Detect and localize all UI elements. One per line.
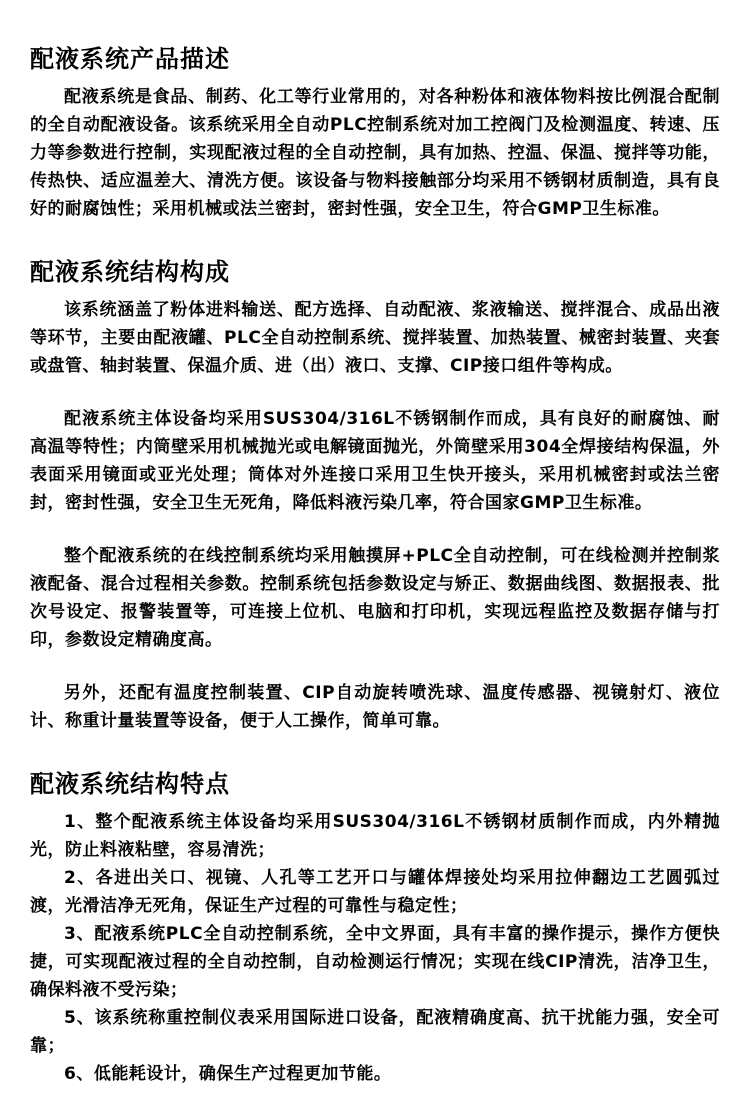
- heading-structure-features: 配液系统结构特点: [30, 770, 230, 798]
- heading-structure-composition: 配液系统结构构成: [30, 258, 230, 286]
- section-structure-features: [30, 769, 720, 1088]
- feature-item-3: 3、配液系统PLC全自动控制系统，全中文界面，具有丰富的操作提示，操作方便快捷，可实现配液过程的全自动控制，自动检测运行情况；实现在线CIP清洗，洁净卫生，确保料液不受污染；: [30, 924, 720, 1000]
- paragraph-online-control-system: 整个配液系统的在线控制系统均采用触摸屏+PLC全自动控制，可在线检测并控制浆液配备、混合过程相关参数。控制系统包括参数设定与矫正、数据曲线图、数据报表、批次号设定、报警装置等，可连接上位机、电脑和打印机，实现远程监控及数据存储与打印，参数设定精确度高。: [30, 546, 720, 650]
- paragraph-composition-overview: 该系统涵盖了粉体进料输送、配方选择、自动配液、浆液输送、搅拌混合、成品出液等环节，主要由配液罐、PLC全自动控制系统、搅拌装置、加热装置、械密封装置、夹套或盘管、轴封装置、保温介质、进（出）液口、支撑、CIP接口组件等构成。: [30, 300, 720, 376]
- feature-item-5: 5、该系统称重控制仪表采用国际进口设备，配液精确度高、抗干扰能力强，安全可靠；: [30, 1008, 720, 1056]
- section-product-description: [30, 44, 720, 223]
- paragraph-additional-devices: 另外，还配有温度控制装置、CIP自动旋转喷洗球、温度传感器、视镜射灯、液位计、称重计量装置等设备，便于人工操作，简单可靠。: [30, 683, 720, 731]
- heading-product-description: 配液系统产品描述: [30, 45, 230, 73]
- paragraph-main-equipment-material: 配液系统主体设备均采用SUS304/316L不锈钢制作而成，具有良好的耐腐蚀、耐高温等特性；内筒壁采用机械抛光或电解镜面抛光，外筒壁采用304全焊接结构保温，外表面采用镜面或亚光处理；筒体对外连接口采用卫生快开接头，采用机械密封或法兰密封，密封性强，安全卫生无死角，降低料液污染几率，符合国家GMP卫生标准。: [30, 409, 720, 513]
- feature-item-6: 6、低能耗设计，确保生产过程更加节能。: [64, 1064, 392, 1084]
- section-structure-composition: [30, 257, 720, 735]
- feature-item-2: 2、各进出关口、视镜、人孔等工艺开口与罐体焊接处均采用拉伸翻边工艺圆弧过渡，光滑洁净无死角，保证生产过程的可靠性与稳定性；: [30, 868, 720, 916]
- paragraph-product-description: 配液系统是食品、制药、化工等行业常用的，对各种粉体和液体物料按比例混合配制的全自动配液设备。该系统采用全自动PLC控制系统对加工控阀门及检测温度、转速、压力等参数进行控制，实现配液过程的全自动控制，具有加热、控温、保温、搅拌等功能，传热快、适应温差大、清洗方便。该设备与物料接触部分均采用不锈钢材质制造，具有良好的耐腐蚀性；采用机械或法兰密封，密封性强，安全卫生，符合GMP卫生标准。: [30, 87, 720, 219]
- feature-item-1: 1、整个配液系统主体设备均采用SUS304/316L不锈钢材质制作而成，内外精抛光，防止料液粘壁，容易清洗；: [30, 812, 720, 860]
